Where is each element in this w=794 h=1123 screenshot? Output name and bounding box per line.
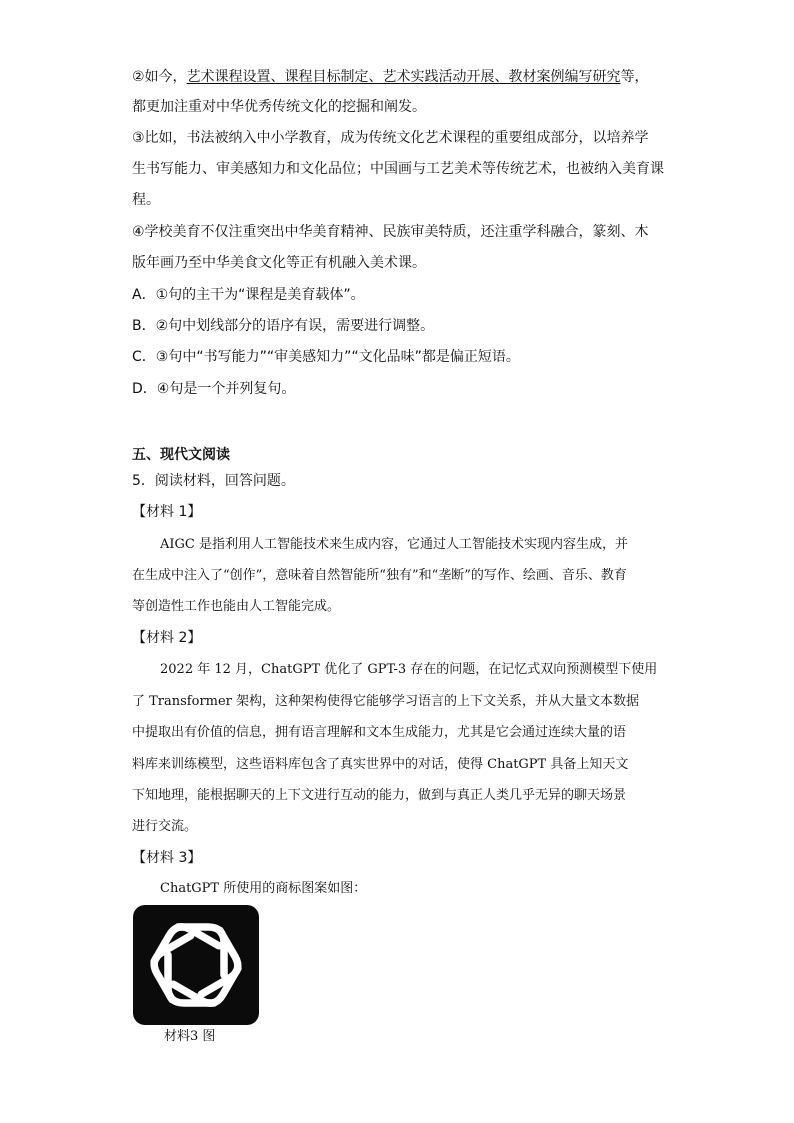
material-3-intro: ChatGPT 所使用的商标图案如图： bbox=[160, 881, 367, 896]
material-3-caption: 材料3 图 bbox=[164, 1029, 216, 1044]
sentence-3-line-3: 程。 bbox=[132, 192, 160, 208]
sentence-2-suffix: 等， bbox=[620, 69, 649, 85]
material-2-line-1: 2022 年 12 月，ChatGPT 优化了 GPT-3 存在的问题，在记忆式双向预测模型下使用 bbox=[160, 662, 658, 677]
sentence-2-line-2: 都更加注重对中华优秀传统文化的挖掘和阐发。 bbox=[132, 99, 426, 115]
sentence-3-line-2: 生书写能力、审美感知力和文化品位；中国画与工艺美术等传统艺术，也被纳入美育课 bbox=[132, 161, 664, 177]
material-3-figure bbox=[133, 905, 259, 1025]
option-d: D．④句是一个并列复句。 bbox=[132, 381, 296, 397]
material-1-line-3: 等创造性工作也能由人工智能完成。 bbox=[132, 599, 341, 614]
material-2-label: 【材料 2】 bbox=[132, 630, 202, 646]
sentence-3-line-1: ③比如，书法被纳入中小学教育，成为传统文化艺术课程的重要组成部分，以培养学 bbox=[132, 130, 649, 146]
option-c: C．③句中“书写能力”“审美感知力”“文化品味”都是偏正短语。 bbox=[132, 349, 520, 365]
material-1-label: 【材料 1】 bbox=[132, 504, 202, 520]
sentence-2-line-1 bbox=[132, 67, 649, 87]
material-1-line-1: AIGC 是指利用人工智能技术来生成内容，它通过人工智能技术实现内容生成，并 bbox=[160, 537, 628, 552]
section-title: 五、现代文阅读 bbox=[132, 447, 230, 463]
material-2-line-5: 下知地理，能根据聊天的上下文进行互动的能力，做到与真正人类几乎无异的聊天场景 bbox=[132, 788, 627, 803]
sentence-4-line-2: 版年画乃至中华美食文化等正有机融入美术课。 bbox=[132, 255, 426, 271]
sentence-2-underlined-phrase: 艺术课程设置、课程目标制定、艺术实践活动开展、教材案例编写研究 bbox=[186, 69, 621, 85]
material-2-line-2: 了 Transformer 架构，这种架构使得它能够学习语言的上下文关系，并从大量文本数据 bbox=[132, 694, 640, 709]
question-5-prompt: 5．阅读材料，回答问题。 bbox=[132, 473, 295, 489]
material-2-line-4: 料库来训练模型，这些语料库包含了真实世界中的对话，使得 ChatGPT 具备上知天文 bbox=[132, 757, 629, 772]
material-3-label: 【材料 3】 bbox=[132, 850, 202, 866]
material-2-line-6: 进行交流。 bbox=[132, 819, 198, 834]
sentence-2-prefix: ②如今， bbox=[132, 69, 187, 85]
chatgpt-logo-icon bbox=[133, 905, 259, 1025]
material-2-line-3: 中提取出有价值的信息，拥有语言理解和文本生成能力，尤其是它会通过连续大量的语 bbox=[132, 725, 627, 740]
material-1-line-2: 在生成中注入了“创作”，意味着自然智能所“独有”和“垄断”的写作、绘画、音乐、教育 bbox=[132, 568, 627, 583]
sentence-4-line-1: ④学校美育不仅注重突出中华美育精神、民族审美特质，还注重学科融合，篆刻、木 bbox=[132, 224, 649, 240]
option-b: B．②句中划线部分的语序有误，需要进行调整。 bbox=[132, 318, 435, 334]
option-a: A．①句的主干为“课程是美育载体”。 bbox=[132, 287, 365, 303]
